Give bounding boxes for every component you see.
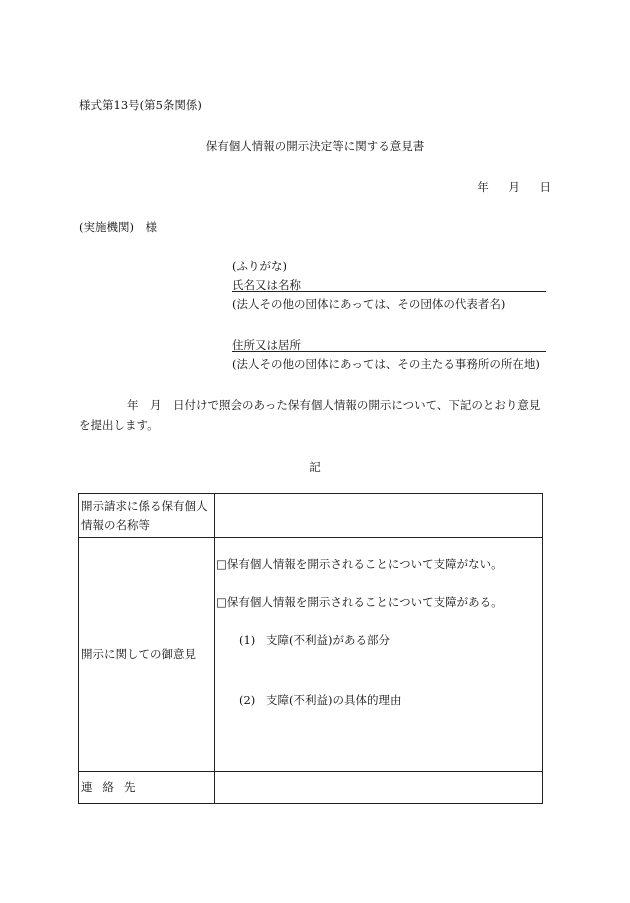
sub-item-1 [239, 630, 542, 650]
sub-item-2-number: (2) [239, 693, 256, 707]
sub-item-2 [239, 690, 542, 710]
form-number: 様式第13号(第5条関係) [79, 98, 202, 112]
addressee: (実施機関) 様 [79, 220, 157, 234]
option-no-issue[interactable]: □保有個人情報を開示されることについて支障がない。 [216, 557, 503, 571]
address-underline [232, 351, 546, 352]
name-note: (法人その他の団体にあっては、その団体の代表者名) [232, 297, 506, 311]
body-text: 年 月 日付けで照会のあった保有個人情報の開示について、下記のとおり意見を提出します。 [79, 398, 541, 432]
sub-item-1-text: 支障(不利益)がある部分 [266, 633, 390, 647]
row-label-contact: 連絡先 [79, 772, 215, 804]
furigana-label: (ふりがな) [232, 259, 287, 273]
date-year: 年 [477, 180, 489, 194]
date-line [461, 179, 551, 195]
row-label-opinion: 開示に関しての御意見 [79, 538, 215, 772]
contact-cell[interactable] [215, 772, 543, 804]
info-name-cell[interactable] [215, 494, 543, 538]
address-note: (法人その他の団体にあっては、その主たる事務所の所在地) [232, 357, 540, 371]
date-day: 日 [539, 180, 551, 194]
name-label: 氏名又は名称 [232, 278, 301, 292]
date-month: 月 [508, 180, 520, 194]
name-underline [232, 291, 546, 292]
row-label-info-name: 開示請求に係る保有個人情報の名称等 [79, 494, 215, 538]
sub-item-1-number: (1) [239, 633, 256, 647]
sub-item-2-text: 支障(不利益)の具体的理由 [266, 693, 402, 707]
opinion-table [78, 493, 543, 803]
address-label: 住所又は居所 [232, 338, 301, 352]
opinion-cell[interactable] [215, 538, 543, 772]
option-issue[interactable]: □保有個人情報を開示されることについて支障がある。 [216, 595, 503, 609]
document-title: 保有個人情報の開示決定等に関する意見書 [205, 139, 425, 153]
ki-heading: 記 [309, 460, 321, 474]
